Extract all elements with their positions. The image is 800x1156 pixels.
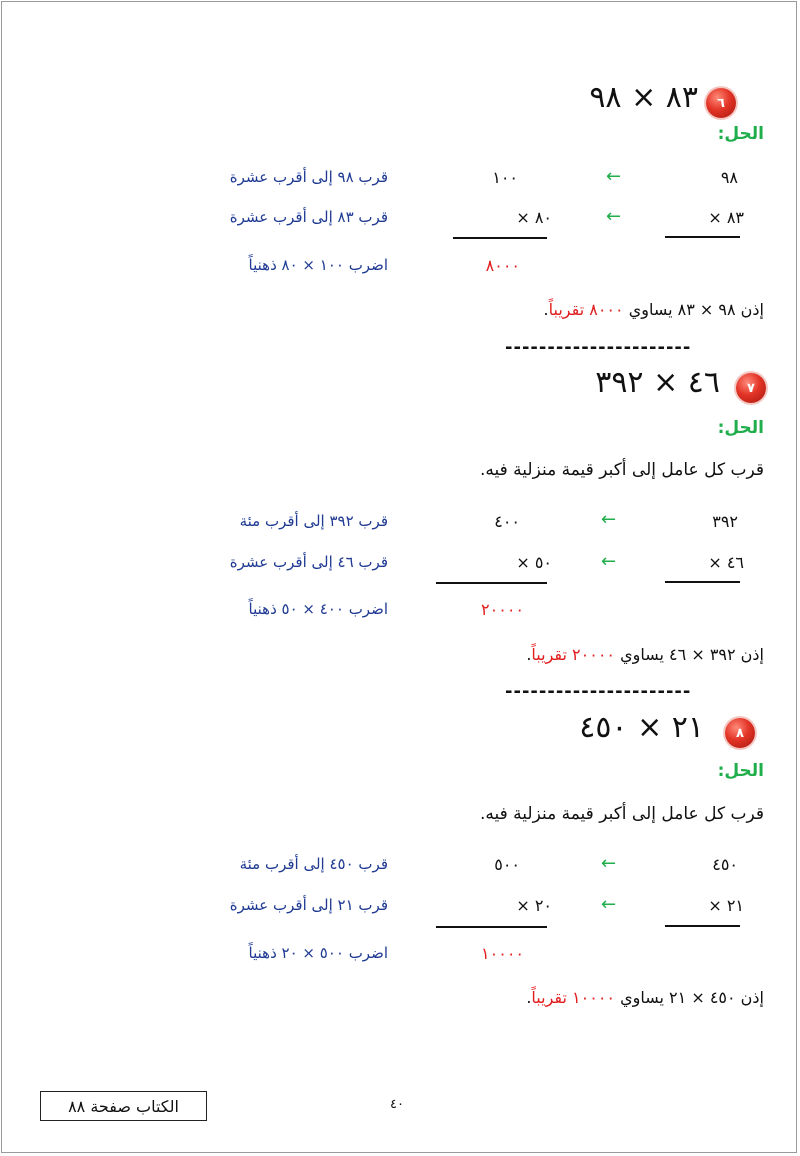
rounded-factor: ٥٠٠ <box>494 855 520 874</box>
original-factor: ٤٥٠ <box>712 855 738 874</box>
estimated-product: ٨٠٠٠ <box>485 256 520 275</box>
problem-expression: ٢١ × ٤٥٠ <box>579 710 704 745</box>
multiply-note: اضرب ٤٠٠ × ٥٠ ذهنياً <box>248 600 388 618</box>
conclusion: إذن ٤٥٠ × ٢١ يساوي ١٠٠٠٠ تقريباً. <box>526 988 764 1007</box>
problem-expression: ٨٣ × ٩٨ <box>589 80 698 115</box>
arrow-icon: ← <box>601 853 617 874</box>
solution-label: الحل: <box>717 761 764 781</box>
original-factor: ٣٩٢ <box>712 512 738 531</box>
rounding-note: قرب ٤٥٠ إلى أقرب مئة <box>239 855 388 873</box>
sum-line <box>436 582 547 584</box>
estimated-product: ١٠٠٠٠ <box>481 944 524 963</box>
rounding-note: قرب ٤٦ إلى أقرب عشرة <box>229 553 388 571</box>
sum-line <box>665 581 740 583</box>
rounding-note: قرب ٩٨ إلى أقرب عشرة <box>229 168 388 186</box>
page-number: ٤٠ <box>390 1097 404 1112</box>
page-frame <box>1 1 797 1153</box>
original-factor: ٢١ × <box>708 896 744 915</box>
rounded-factor: ٥٠ × <box>516 553 552 572</box>
rounded-factor: ٢٠ × <box>516 896 552 915</box>
rounded-factor: ١٠٠ <box>492 168 518 187</box>
sum-line <box>436 926 547 928</box>
original-factor: ٤٦ × <box>708 553 744 572</box>
arrow-icon: ← <box>601 894 617 915</box>
arrow-icon: ← <box>601 551 617 572</box>
rounding-note: قرب ٢١ إلى أقرب عشرة <box>229 896 388 914</box>
problem-number-badge: ٧ <box>736 373 766 403</box>
solution-label: الحل: <box>717 124 764 144</box>
sum-line <box>665 236 740 238</box>
problem-number-badge: ٦ <box>706 88 736 118</box>
separator: ---------------------- <box>505 337 692 358</box>
conclusion: إذن ٣٩٢ × ٤٦ يساوي ٢٠٠٠٠ تقريباً. <box>526 645 764 664</box>
original-factor: ٨٣ × <box>708 208 744 227</box>
estimated-product: ٢٠٠٠٠ <box>481 600 524 619</box>
problem-number-badge: ٨ <box>725 718 755 748</box>
multiply-note: اضرب ١٠٠ × ٨٠ ذهنياً <box>248 256 388 274</box>
rounded-factor: ٤٠٠ <box>494 512 520 531</box>
arrow-icon: ← <box>606 206 622 227</box>
rounding-instruction: قرب كل عامل إلى أكبر قيمة منزلية فيه. <box>479 460 764 480</box>
solution-label: الحل: <box>717 418 764 438</box>
separator: ---------------------- <box>505 681 692 702</box>
rounding-instruction: قرب كل عامل إلى أكبر قيمة منزلية فيه. <box>479 804 764 824</box>
sum-line <box>453 237 547 239</box>
problem-expression: ٤٦ × ٣٩٢ <box>595 365 720 400</box>
sum-line <box>665 925 740 927</box>
rounding-note: قرب ٨٣ إلى أقرب عشرة <box>229 208 388 226</box>
original-factor: ٩٨ <box>720 168 738 187</box>
rounded-factor: ٨٠ × <box>516 208 552 227</box>
arrow-icon: ← <box>601 509 617 530</box>
multiply-note: اضرب ٥٠٠ × ٢٠ ذهنياً <box>248 944 388 962</box>
rounding-note: قرب ٣٩٢ إلى أقرب مئة <box>239 512 388 530</box>
book-page-reference: الكتاب صفحة ٨٨ <box>40 1091 207 1121</box>
arrow-icon: ← <box>606 166 622 187</box>
conclusion: إذن ٩٨ × ٨٣ يساوي ٨٠٠٠ تقريباً. <box>543 300 764 319</box>
